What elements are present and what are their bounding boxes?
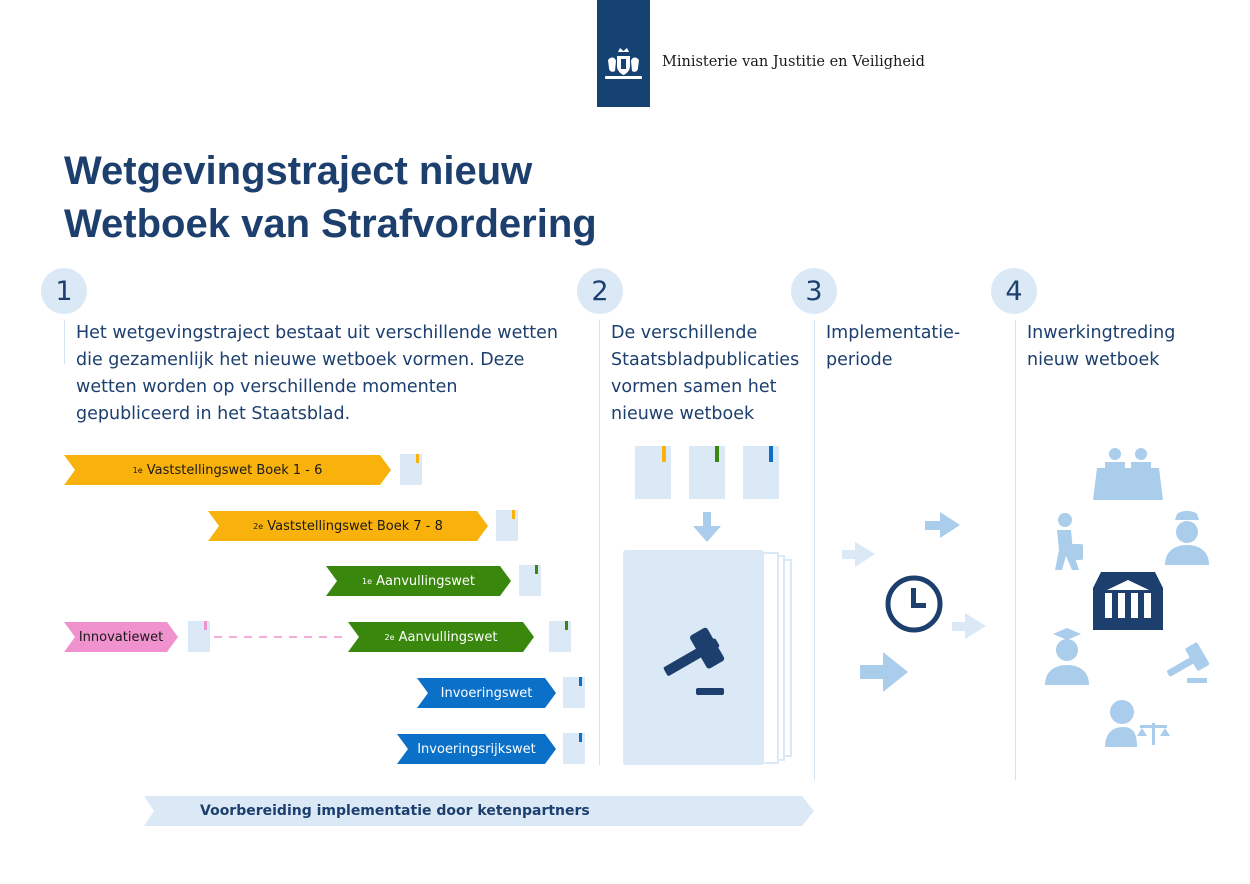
doc-icons-laws — [188, 454, 585, 764]
law-label-4: 2e Aanvullingswet — [384, 629, 498, 645]
law-label-2: 2e Vaststellingswet Boek 7 - 8 — [253, 518, 443, 534]
step-3-graphic — [815, 440, 1015, 780]
step-2-number: 2 — [577, 268, 623, 314]
staatsblad-docs — [635, 446, 779, 499]
title-line-1: Wetgevingstraject nieuw — [64, 149, 533, 193]
clock-icon — [888, 578, 940, 630]
graduate-icon — [1045, 628, 1089, 685]
divider-step-1 — [64, 320, 65, 364]
step-2-text: De verschillende Staatsbladpublicaties vormen samen het nieuwe wetboek — [611, 323, 800, 424]
arrow-icon — [860, 652, 908, 692]
step-4-number: 4 — [991, 268, 1037, 314]
police-officer-icon — [1165, 511, 1209, 565]
judge-gavel-icon — [1161, 642, 1210, 685]
arrow-icon — [842, 542, 875, 567]
step-3-number: 3 — [791, 268, 837, 314]
law-arrows — [0, 440, 600, 780]
traveler-icon — [1055, 513, 1083, 570]
law-label-invoering: Invoeringswet — [440, 685, 533, 701]
law-label-1: 1e Vaststellingswet Boek 1 - 6 — [132, 462, 323, 478]
step-1-number: 1 — [41, 268, 87, 314]
preparation-label: Voorbereiding implementatie door ketenpartners — [200, 803, 590, 819]
title-line-2: Wetboek van Strafvordering — [64, 202, 597, 246]
arrow-icon — [925, 512, 960, 538]
law-label-invoeringsrijks: Invoeringsrijkswet — [417, 741, 536, 757]
ministry-name: Ministerie van Justitie en Veiligheid — [662, 54, 925, 70]
arrow-down-icon — [693, 512, 721, 542]
step-4-graphic — [1015, 440, 1250, 780]
court-building-icon — [1093, 572, 1163, 630]
law-label-innovatie: Innovatiewet — [78, 629, 164, 645]
coat-of-arms-icon — [597, 0, 650, 107]
step-2-graphic — [600, 440, 814, 780]
page-title — [64, 145, 597, 251]
arrow-icon — [952, 613, 986, 639]
courtroom-icon — [1093, 448, 1163, 500]
step-3-text: Implementatie-periode — [826, 323, 961, 370]
law-label-3: 1e Aanvullingswet — [361, 573, 475, 589]
lawyer-scales-icon — [1105, 700, 1170, 747]
step-1-text: Het wetgevingstraject bestaat uit verschillende wetten die gezamenlijk het nieuwe wetboek vormen. Deze wetten worden op verschillende momenten gepubliceerd in het Staatsblad. — [76, 323, 558, 424]
step-4-text: Inwerkingtreding nieuw wetboek — [1027, 323, 1176, 370]
logo-bar — [597, 0, 650, 107]
